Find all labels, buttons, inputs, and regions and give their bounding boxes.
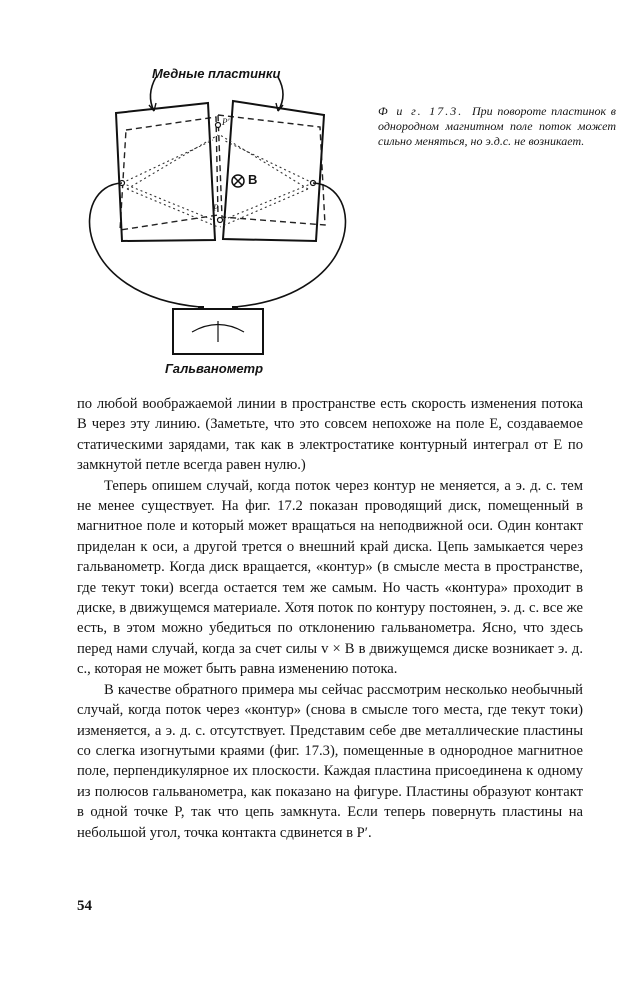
paragraph-3: В качестве обратного примера мы сейчас рассмотрим несколько необычный случай, когда поток через «контур» (снова в смысле того места, где текут токи) изменяется, а э. д. с. отсутствует. Представим себе две металлические пластины со слегка изогнутыми краями (фиг. 17.3), помещенные в однородное магнитное поле, перпендикулярное их плоскости. Каждая пластина присоединена к одному из полюсов гальванометра, как показано на фигуре. Пластины образуют контакт в одной точке P, так что цепь замкнута. Если теперь повернуть пластины на небольшой угол, точка контакта сдвинется в P′.	[77, 681, 583, 841]
galvanometer-label: Гальванометр	[165, 361, 264, 376]
left-plate	[116, 103, 215, 241]
plates-label: Медные пластинки	[152, 66, 281, 81]
left-plate-rotated	[120, 117, 218, 230]
paragraph-1: по любой воображаемой линии в пространстве есть скорость изменения потока B через эту линию. (Заметьте, что это совсем непохоже на поле E, создаваемое статическими зарядами, так как в электростатике контурный интеграл от E по замкнутой петле всегда равен нулю.)	[77, 396, 583, 474]
plates-diagram	[70, 55, 370, 390]
figure-caption	[378, 104, 616, 149]
point-p-prime-label: P′	[222, 117, 230, 127]
field-label: B	[248, 172, 258, 187]
wire-right	[235, 183, 345, 307]
figure-17-3	[70, 55, 370, 390]
wire-left	[90, 183, 200, 307]
caption-figure-number: Ф и г. 17.3.	[378, 104, 464, 118]
contact-point-p	[218, 218, 223, 223]
point-p-label: P	[213, 203, 219, 213]
body-text	[77, 394, 583, 843]
right-plate-rotated	[218, 115, 325, 225]
page-number: 54	[77, 898, 92, 914]
paragraph-2: Теперь опишем случай, когда поток через контур не меняется, а э. д. с. тем не менее существует. На фиг. 17.2 показан проводящий диск, помещенный в магнитное поле и который может вращаться на неподвижной оси. Один контакт приделан к оси, а другой трется о внешний край диска. Цепь замыкается через гальванометр. Когда диск вращается, «контур» (в смысле места в пространстве, где текут токи) всегда остается тем же самым. Но часть «контура» проходит в диске, в движущемся материале. Хотя поток по контуру постоянен, э. д. с. все же есть, в этом можно убедиться по отклонению гальванометра. Ясно, что здесь перед нами случай, когда за счет силы v × B в движущемся диске возникает э. д. с., которая не может быть равна изменению потока.	[77, 477, 583, 678]
contact-point-p-prime	[216, 123, 221, 128]
caption-text: При повороте пластинок в однородном магнитном поле поток может сильно меняться, но э.д.с. не возникает.	[378, 104, 616, 148]
